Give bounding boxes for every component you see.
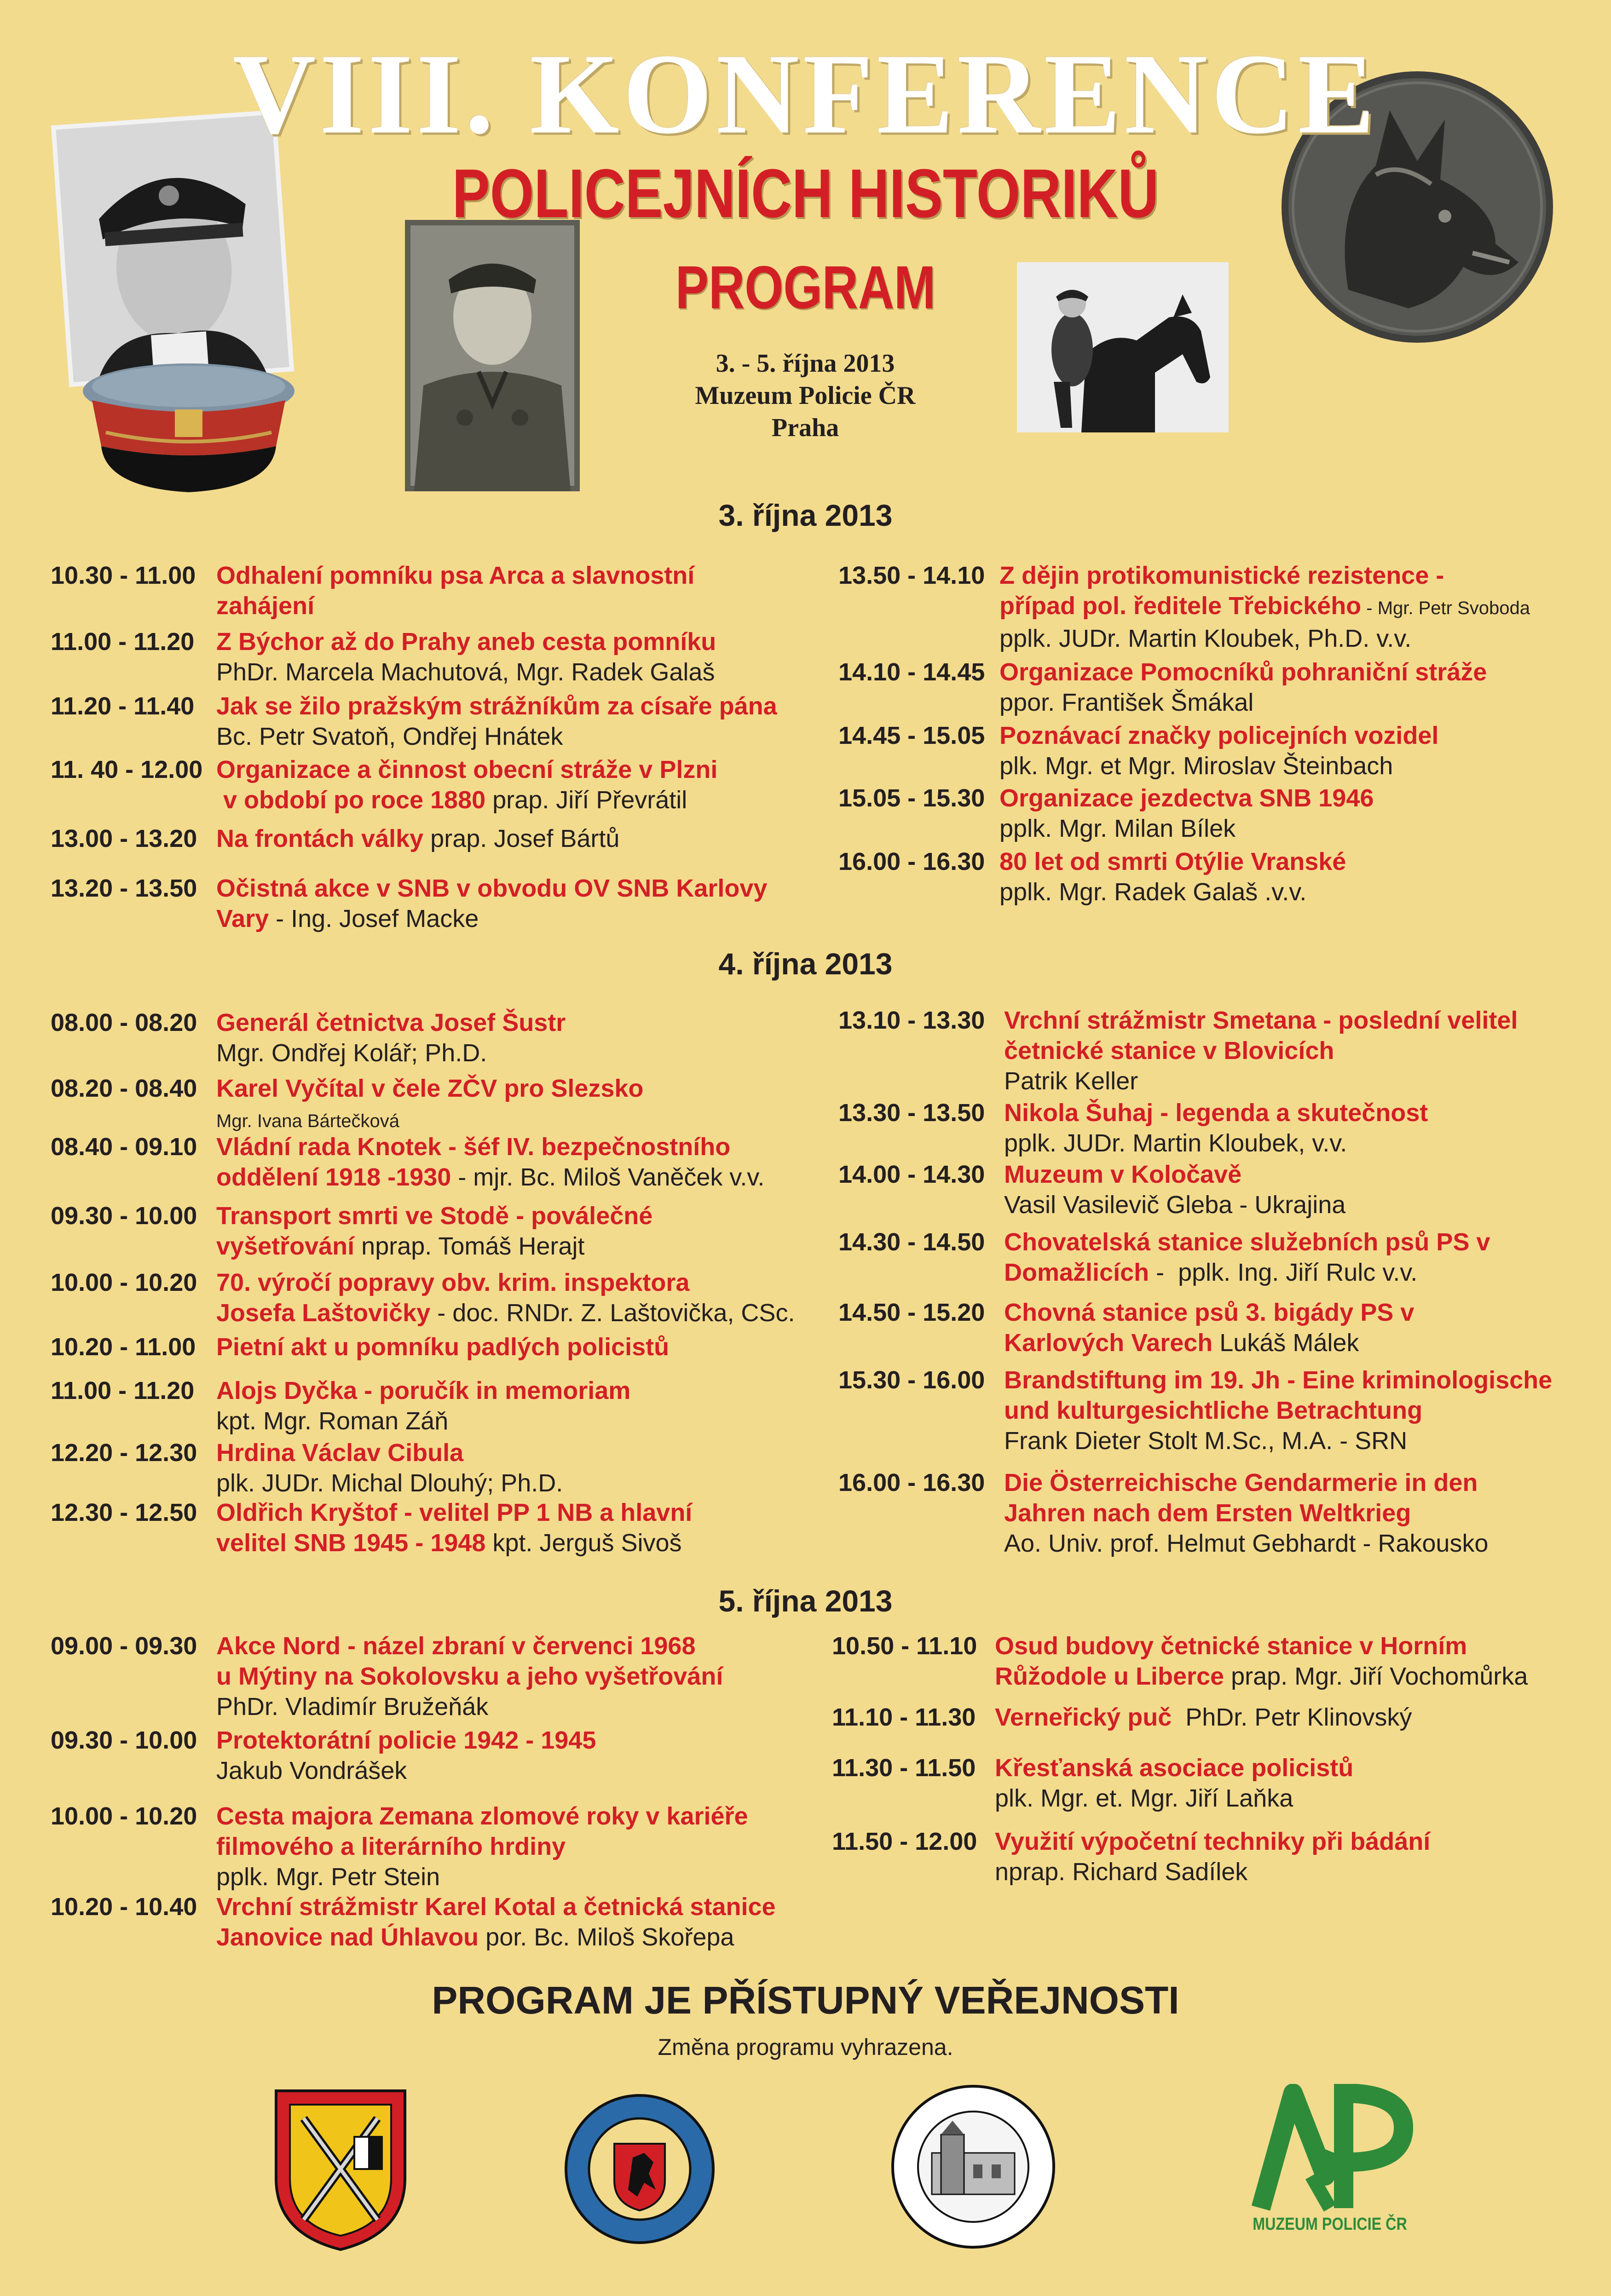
day-heading-1: 3. října 2013	[718, 498, 893, 532]
entry-body	[216, 1892, 883, 1952]
program-entry	[51, 1438, 810, 1498]
talk-title: Brandstiftung im 19. Jh - Eine kriminologische	[1004, 1366, 1553, 1394]
entry-time: 10.20 - 11.00	[51, 1333, 196, 1361]
entry-time: 09.00 - 09.30	[51, 1632, 197, 1660]
coat-of-arms-logo	[271, 2086, 410, 2252]
speaker-name: ppor. František Šmákal	[999, 689, 1254, 716]
talk-title: velitel SNB 1945 - 1948	[216, 1529, 486, 1557]
program-entry	[51, 1892, 810, 1952]
entry-line	[1004, 1190, 1611, 1220]
talk-title: Vrchní strážmistr Smetana - poslední velitel	[1004, 1007, 1518, 1034]
program-entry	[838, 1159, 1598, 1220]
public-access-note: PROGRAM JE PŘÍSTUPNÝ VEŘEJNOSTI	[432, 1979, 1179, 2022]
entry-body	[1004, 1365, 1611, 1456]
speaker-name: pplk. JUDr. Martin Kloubek, Ph.D. v.v.	[999, 625, 1412, 652]
entry-line	[1004, 1498, 1611, 1528]
entry-time: 16.00 - 16.30	[838, 848, 985, 875]
program-entry	[838, 1297, 1598, 1358]
entry-line	[216, 657, 883, 687]
entry-line	[1004, 1159, 1611, 1190]
entry-line	[1004, 1005, 1611, 1036]
entry-time: 09.30 - 10.00	[51, 1202, 197, 1230]
entry-body	[216, 1132, 883, 1192]
entry-line	[999, 720, 1611, 751]
entry-body	[995, 1702, 1611, 1732]
entry-time: 14.10 - 14.45	[838, 658, 985, 686]
program-entry	[838, 1365, 1598, 1456]
talk-title: Poznávací značky policejních vozidel	[999, 722, 1439, 749]
entry-time: 14.50 - 15.20	[838, 1299, 985, 1326]
entry-body	[995, 1631, 1611, 1692]
talk-title: vyšetřování	[216, 1232, 355, 1260]
entry-line	[216, 691, 883, 721]
program-entry	[51, 1725, 810, 1786]
entry-line	[216, 903, 883, 934]
talk-title: Domažlicích	[1004, 1259, 1149, 1286]
program-entry	[832, 1702, 1591, 1732]
entry-line	[999, 687, 1611, 718]
conference-title: VIII. KONFERENCE	[232, 30, 1379, 158]
entry-body	[999, 846, 1611, 907]
day-heading-3: 5. října 2013	[718, 1584, 893, 1618]
entry-line	[995, 1783, 1611, 1813]
program-entry	[51, 754, 810, 815]
entry-time: 15.05 - 15.30	[838, 784, 985, 812]
program-entry	[838, 1005, 1598, 1096]
talk-title: Nikola Šuhaj - legenda a skutečnost	[1004, 1099, 1428, 1127]
entry-body	[1004, 1098, 1611, 1158]
entry-body	[216, 1497, 883, 1558]
talk-title: Očistná akce v SNB v obvodu OV SNB Karlovy	[216, 875, 768, 902]
talk-title: Generál četnictva Josef Šustr	[216, 1009, 566, 1036]
entry-time: 13.10 - 13.30	[838, 1007, 985, 1034]
talk-title: Osud budovy četnické stanice v Horním	[995, 1632, 1467, 1660]
entry-line	[216, 591, 883, 621]
talk-title: Z Býchor až do Prahy aneb cesta pomníku	[216, 628, 716, 656]
talk-title: 70. výročí popravy obv. krim. inspektora	[216, 1269, 690, 1296]
entry-line	[999, 751, 1611, 781]
entry-line	[999, 623, 1611, 654]
conference-logo	[890, 2084, 1056, 2250]
entry-line	[216, 1661, 883, 1692]
museum-logo	[1242, 2084, 1417, 2213]
program-entry	[838, 783, 1598, 844]
entry-line	[1004, 1297, 1611, 1328]
program-entry	[51, 627, 810, 687]
talk-title: und kulturgesichtliche Betrachtung	[1004, 1397, 1423, 1424]
speaker-name: plk. JUDr. Michal Dlouhý; Ph.D.	[216, 1469, 563, 1497]
entry-time: 14.30 - 14.50	[838, 1228, 985, 1256]
entry-line	[216, 823, 883, 854]
speaker-name: kpt. Mgr. Roman Záň	[216, 1407, 449, 1435]
entry-time: 08.20 - 08.40	[51, 1075, 197, 1102]
entry-time: 16.00 - 16.30	[838, 1469, 985, 1496]
program-entry	[51, 823, 810, 854]
entry-line	[995, 1826, 1611, 1857]
entry-body	[216, 1801, 883, 1892]
entry-line	[216, 1468, 883, 1498]
talk-title: Křesťanská asociace policistů	[995, 1754, 1354, 1782]
entry-body	[216, 1332, 883, 1362]
talk-title: Využití výpočetní techniky při bádání	[995, 1828, 1431, 1855]
talk-title: Protektorátní policie 1942 - 1945	[216, 1726, 596, 1754]
speaker-name: nprap. Richard Sadílek	[995, 1858, 1248, 1886]
entry-time: 08.00 - 08.20	[51, 1009, 197, 1036]
talk-title: u Mýtiny na Sokolovsku a jeho vyšetřování	[216, 1663, 723, 1690]
entry-time: 11. 40 - 12.00	[51, 756, 203, 783]
entry-body	[216, 873, 883, 934]
entry-line	[216, 627, 883, 657]
entry-body	[216, 691, 883, 752]
speaker-name: pplk. JUDr. Martin Kloubek, v.v.	[1004, 1129, 1347, 1157]
entry-line	[216, 1162, 883, 1192]
talk-title: Na frontách války	[216, 825, 424, 852]
entry-body	[216, 1631, 883, 1722]
program-entry	[51, 873, 810, 934]
entry-body	[999, 560, 1611, 654]
talk-title: Vládní rada Knotek - šéf IV. bezpečnostního	[216, 1133, 731, 1161]
speaker-name: prap. Jiří Převrátil	[485, 786, 687, 814]
talk-title: Cesta majora Zemana zlomové roky v kariéře	[216, 1802, 748, 1830]
entry-line	[216, 1801, 883, 1831]
speaker-name: - Mgr. Petr Svoboda	[1361, 598, 1530, 618]
conference-dates: 3. - 5. října 2013	[716, 349, 895, 378]
entry-body	[995, 1753, 1611, 1813]
entry-line	[216, 1892, 883, 1922]
talk-title: oddělení 1918 -1930	[216, 1163, 451, 1191]
program-entry	[51, 1332, 810, 1362]
entry-time: 10.00 - 10.20	[51, 1802, 197, 1830]
entry-line	[216, 1725, 883, 1755]
talk-title: Karel Vyčítal v čele ZČV pro Slezsko	[216, 1075, 644, 1102]
talk-title: četnické stanice v Blovicích	[1004, 1037, 1334, 1065]
entry-line	[216, 1862, 883, 1892]
entry-line	[216, 1375, 883, 1406]
program-heading: PROGRAM	[675, 253, 936, 321]
entry-line	[216, 1406, 883, 1436]
conference-city: Praha	[771, 414, 839, 442]
speaker-name: kpt. Jerguš Sivoš	[485, 1529, 682, 1557]
entry-body	[999, 783, 1611, 844]
entry-time: 10.30 - 11.00	[51, 562, 196, 589]
speaker-name: Bc. Petr Svatoň, Ondřej Hnátek	[216, 723, 563, 750]
talk-title: Alojs Dyčka - poručík in memoriam	[216, 1377, 631, 1404]
entry-time: 10.00 - 10.20	[51, 1269, 197, 1296]
entry-time: 10.20 - 10.40	[51, 1893, 197, 1921]
entry-time: 13.30 - 13.50	[838, 1099, 985, 1127]
entry-time: 10.50 - 11.10	[832, 1632, 977, 1660]
entry-body	[1004, 1297, 1611, 1358]
entry-line	[216, 1692, 883, 1722]
program-entry	[838, 846, 1598, 907]
entry-line	[995, 1753, 1611, 1783]
entry-time: 11.00 - 11.20	[51, 1377, 195, 1404]
entry-line	[216, 1497, 883, 1528]
talk-title: Organizace jezdectva SNB 1946	[999, 784, 1374, 812]
museum-logo-caption: MUZEUM POLICIE ČR	[1253, 2215, 1407, 2234]
talk-title: Jahren nach dem Ersten Weltkrieg	[1004, 1499, 1411, 1527]
speaker-name: pplk. Mgr. Milan Bílek	[999, 815, 1236, 842]
entry-body	[216, 560, 883, 621]
entry-body	[999, 657, 1611, 718]
program-entry	[51, 1132, 810, 1192]
entry-body	[216, 823, 883, 854]
talk-title: Verneřický puč	[995, 1703, 1172, 1731]
entry-line	[216, 560, 883, 591]
speaker-name: PhDr. Marcela Machutová, Mgr. Radek Galaš	[216, 658, 715, 686]
program-entry	[51, 560, 810, 621]
entry-line	[1004, 1426, 1611, 1456]
entry-time: 08.40 - 09.10	[51, 1133, 197, 1161]
entry-time: 13.00 - 13.20	[51, 825, 197, 852]
speaker-name: - pplk. Ing. Jiří Rulc v.v.	[1149, 1259, 1418, 1286]
entry-body	[216, 1725, 883, 1786]
entry-body	[1004, 1159, 1611, 1220]
program-entry	[832, 1753, 1591, 1813]
entry-line	[216, 1267, 883, 1298]
entry-line	[216, 1231, 883, 1261]
program-entry	[832, 1826, 1591, 1887]
entry-line	[216, 754, 883, 785]
speaker-name: prap. Josef Bártů	[423, 825, 620, 852]
talk-title: v období po roce 1880	[216, 786, 486, 814]
entry-time: 11.00 - 11.20	[51, 628, 195, 656]
entry-line	[1004, 1036, 1611, 1066]
entry-body	[216, 754, 883, 815]
entry-time: 11.20 - 11.40	[51, 692, 195, 720]
program-entry	[51, 691, 810, 752]
entry-time: 13.50 - 14.10	[838, 562, 985, 589]
program-entry	[838, 1467, 1598, 1559]
entry-body	[216, 1201, 883, 1261]
entry-line	[1004, 1395, 1611, 1426]
entry-line	[1004, 1227, 1611, 1257]
entry-line	[999, 783, 1611, 813]
entry-line	[1004, 1528, 1611, 1559]
program-entry	[51, 1007, 810, 1068]
entry-line	[216, 1831, 883, 1862]
speaker-name: Mgr. Ondřej Kolář; Ph.D.	[216, 1039, 487, 1067]
entry-line	[1004, 1128, 1611, 1158]
entry-line	[995, 1857, 1611, 1887]
entry-line	[216, 1298, 883, 1328]
speaker-name: Jakub Vondrášek	[216, 1757, 407, 1784]
talk-title: Jak se žilo pražským strážníkům za císaře pána	[216, 692, 777, 720]
entry-line	[995, 1631, 1611, 1661]
entry-line	[216, 785, 883, 815]
talk-title: Oldřich Kryštof - velitel PP 1 NB a hlavní	[216, 1499, 693, 1526]
entry-time: 14.45 - 15.05	[838, 722, 985, 749]
program-entry	[838, 560, 1598, 651]
program-entry	[838, 1098, 1598, 1158]
entry-body	[216, 1267, 883, 1328]
conference-venue: Muzeum Policie ČR	[695, 381, 916, 410]
entry-line	[216, 721, 883, 752]
talk-title: Z dějin protikomunistické rezistence -	[999, 562, 1444, 589]
program-entry	[838, 657, 1598, 718]
entry-time: 14.00 - 14.30	[838, 1161, 985, 1188]
entry-time: 09.30 - 10.00	[51, 1726, 197, 1754]
talk-title: Organizace Pomocníků pohraniční stráže	[999, 658, 1487, 686]
program-entry	[51, 1497, 810, 1558]
program-entry	[838, 1227, 1598, 1288]
speaker-name: plk. Mgr. et. Mgr. Jiří Laňka	[995, 1784, 1293, 1812]
entry-line	[999, 813, 1611, 844]
entry-line	[216, 1132, 883, 1162]
entry-line	[995, 1661, 1611, 1692]
speaker-name: Frank Dieter Stolt M.Sc., M.A. - SRN	[1004, 1427, 1408, 1455]
entry-body	[216, 1007, 883, 1068]
entry-line	[995, 1702, 1611, 1732]
talk-title: Josefa Laštovičky	[216, 1299, 431, 1327]
speaker-name: PhDr. Vladimír Bružeňák	[216, 1693, 489, 1721]
speaker-name: - Ing. Josef Macke	[269, 905, 479, 932]
entry-body	[995, 1826, 1611, 1887]
talk-title: Karlových Varech	[1004, 1329, 1213, 1357]
program-entry	[51, 1201, 810, 1261]
program-entry	[832, 1631, 1591, 1692]
speaker-name: pplk. Mgr. Radek Galaš .v.v.	[999, 878, 1307, 906]
program-entry	[838, 720, 1598, 781]
speaker-name: - mjr. Bc. Miloš Vaněček v.v.	[451, 1163, 765, 1191]
talk-title: zahájení	[216, 592, 315, 620]
talk-title: Akce Nord - názel zbraní v červenci 1968	[216, 1632, 696, 1660]
entry-line	[216, 1332, 883, 1362]
program-entry	[51, 1073, 810, 1134]
talk-title: Vary	[216, 905, 269, 932]
talk-title: Hrdina Václav Cibula	[216, 1439, 464, 1467]
talk-title: 80 let od smrti Otýlie Vranské	[999, 848, 1346, 875]
entry-time: 12.20 - 12.30	[51, 1439, 197, 1467]
entry-body	[999, 720, 1611, 781]
entry-body	[216, 627, 883, 687]
conference-subtitle: POLICEJNÍCH HISTORIKŮ	[452, 155, 1159, 232]
talk-title: Odhalení pomníku psa Arca a slavnostní	[216, 562, 695, 589]
talk-title: Die Österreichische Gendarmerie in den	[1004, 1469, 1478, 1496]
police-cap-photo	[74, 359, 304, 497]
entry-time: 12.30 - 12.50	[51, 1499, 197, 1526]
entry-time: 15.30 - 16.00	[838, 1366, 985, 1394]
entry-time: 11.50 - 12.00	[832, 1828, 977, 1855]
entry-line	[216, 1922, 883, 1952]
entry-line	[1004, 1467, 1611, 1498]
entry-line	[216, 1438, 883, 1468]
speaker-name: Ao. Univ. prof. Helmut Gebhardt - Rakousko	[1004, 1530, 1489, 1557]
talk-title: případ pol. ředitele Třebického	[999, 592, 1362, 620]
entry-line	[1004, 1066, 1611, 1096]
program-entry	[51, 1631, 810, 1722]
entry-line	[216, 1528, 883, 1558]
entry-body	[1004, 1467, 1611, 1559]
entry-line	[999, 591, 1611, 623]
speaker-name: plk. Mgr. et Mgr. Miroslav Šteinbach	[999, 752, 1393, 780]
entry-line	[216, 1755, 883, 1786]
speaker-name: Mgr. Ivana Bártečková	[216, 1111, 399, 1131]
entry-time: 11.30 - 11.50	[832, 1754, 976, 1782]
talk-title: Transport smrti ve Stodě - poválečné	[216, 1202, 653, 1230]
entry-body	[216, 1073, 883, 1136]
talk-title: Pietní akt u pomníku padlých policistů	[216, 1333, 670, 1361]
entry-line	[216, 1201, 883, 1231]
entry-line	[999, 657, 1611, 687]
program-entry	[51, 1375, 810, 1436]
program-change-note: Změna programu vyhrazena.	[658, 2034, 953, 2060]
entry-line	[216, 1631, 883, 1661]
entry-line	[216, 1007, 883, 1038]
speaker-name: Lukáš Málek	[1213, 1329, 1359, 1357]
entry-line	[1004, 1365, 1611, 1395]
entry-line	[216, 873, 883, 903]
entry-body	[1004, 1227, 1611, 1288]
entry-line	[1004, 1328, 1611, 1358]
speaker-name: Patrik Keller	[1004, 1067, 1138, 1095]
talk-title: filmového a literárního hrdiny	[216, 1833, 566, 1860]
talk-title: Chovatelská stanice služebních psů PS v	[1004, 1228, 1490, 1256]
entry-body	[216, 1438, 883, 1498]
speaker-name: Vasil Vasilevič Gleba - Ukrajina	[1004, 1191, 1346, 1219]
speaker-name: PhDr. Petr Klinovský	[1172, 1703, 1412, 1731]
patrol-station-logo	[564, 2093, 716, 2245]
entry-body	[1004, 1005, 1611, 1096]
entry-line	[999, 846, 1611, 877]
speaker-name: prap. Mgr. Jiří Vochomůrka	[1224, 1663, 1528, 1690]
speaker-name: por. Bc. Miloš Skořepa	[479, 1923, 734, 1951]
speaker-name: pplk. Mgr. Petr Stein	[216, 1863, 440, 1891]
talk-title: Janovice nad Úhlavou	[216, 1923, 479, 1951]
entry-time: 11.10 - 11.30	[832, 1703, 976, 1731]
speaker-name: nprap. Tomáš Herajt	[354, 1232, 585, 1260]
entry-body	[216, 1375, 883, 1436]
program-entry	[51, 1267, 810, 1328]
entry-line	[216, 1073, 883, 1104]
talk-title: Chovná stanice psů 3. bigády PS v	[1004, 1299, 1415, 1326]
speaker-name: - doc. RNDr. Z. Laštovička, CSc.	[430, 1299, 795, 1327]
talk-title: Muzeum v Koločavě	[1004, 1161, 1242, 1188]
entry-line	[999, 560, 1611, 591]
entry-line	[1004, 1257, 1611, 1288]
day-heading-2: 4. října 2013	[718, 947, 893, 981]
entry-line	[1004, 1098, 1611, 1128]
entry-line	[999, 877, 1611, 907]
entry-line	[216, 1038, 883, 1068]
entry-time: 13.20 - 13.50	[51, 875, 197, 902]
program-entry	[51, 1801, 810, 1892]
talk-title: Organizace a činnost obecní stráže v Plzni	[216, 756, 718, 783]
talk-title: Růžodole u Liberce	[995, 1663, 1224, 1690]
talk-title: Vrchní strážmistr Karel Kotal a četnická stanice	[216, 1893, 776, 1921]
